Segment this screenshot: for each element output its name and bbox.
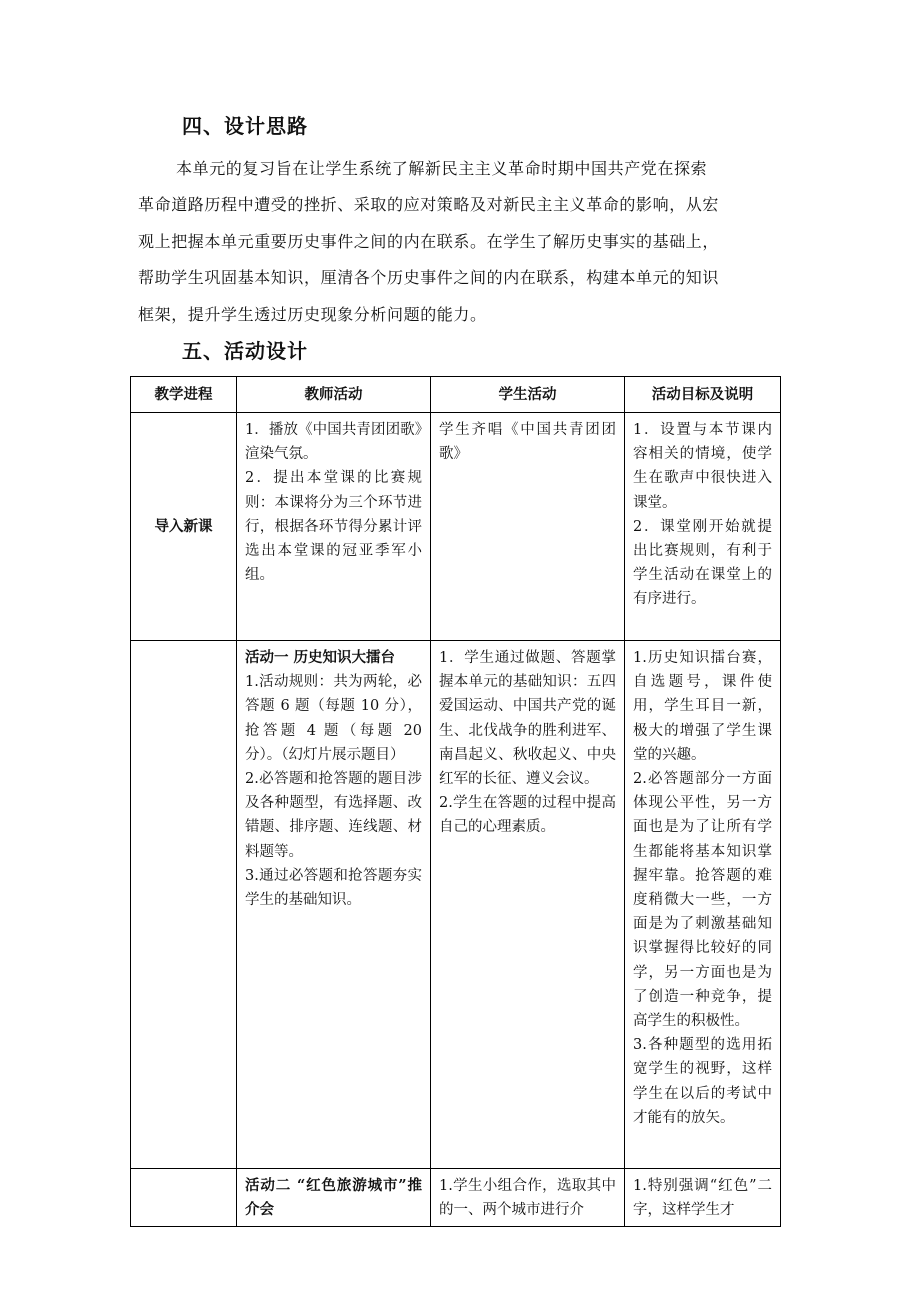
paragraph-line: 帮助学生巩固基本知识，厘清各个历史事件之间的内在联系，构建本单元的知识	[138, 268, 720, 288]
goal-item: 1.历史知识擂台赛，自选题号，课件使用，学生耳目一新，极大的增强了学生课堂的兴趣。	[633, 650, 772, 763]
header-teacher: 教师活动	[237, 377, 431, 413]
design-idea-paragraph	[138, 151, 788, 333]
goal-item: 1．设置与本节课内容相关的情境，使学生在歌声中很快进入课堂。	[633, 422, 772, 511]
goal-cell	[625, 413, 781, 641]
table-row	[131, 641, 781, 1169]
student-item: 1．学生通过做题、答题掌握本单元的基础知识：五四爱国运动、中国共产党的诞生、北伐战争的胜利进军、南昌起义、秋收起义、中央红军的长征、遵义会议。	[439, 650, 616, 788]
teacher-item: 1．播放《中国共青团团歌》渲染气氛。	[245, 422, 422, 463]
header-student: 学生活动	[431, 377, 625, 413]
activity-title: 活动一 历史知识大擂台	[245, 649, 396, 666]
goal-item: 2.必答题部分一方面体现公平性，另一方面也是为了让所有学生都能将基本知识掌握牢靠。抢答题的难度稍微大一些，一方面是为了刺激基础知识掌握得比较好的同学，另一方面也是为了创造一种竞争，提高学生的积极性。	[633, 771, 772, 1030]
goal-item: 1.特别强调“红色”二字，这样学生才	[633, 1178, 772, 1219]
paragraph-line: 革命道路历程中遭受的挫折、采取的应对策略及对新民主主义革命的影响，从宏	[138, 195, 720, 215]
goal-cell	[625, 1169, 781, 1227]
teacher-item: 1.活动规则：共为两轮，必答题 6 题（每题 10 分），抢答题 4 题（每题 20 分）。（幻灯片展示题目）	[245, 674, 422, 763]
teacher-cell	[237, 1169, 431, 1227]
teacher-item: 2.必答题和抢答题的题目涉及各种题型，有选择题、改错题、排序题、连线题、材料题等。	[245, 771, 422, 860]
stage-cell: 导入新课	[131, 413, 237, 641]
stage-cell	[131, 1169, 237, 1227]
teacher-item: 2．提出本堂课的比赛规则：本课将分为三个环节进行，根据各环节得分累计评选出本堂课的冠亚季军小组。	[245, 470, 422, 584]
student-item: 学生齐唱《中国共青团团歌》	[439, 422, 616, 463]
section-5-heading: 五、活动设计	[182, 339, 308, 363]
goal-cell	[625, 641, 781, 1169]
teacher-cell	[237, 641, 431, 1169]
student-cell	[431, 413, 625, 641]
student-item: 1.学生小组合作，选取其中的一、两个城市进行介	[439, 1178, 616, 1219]
goal-item: 3.各种题型的选用拓宽学生的视野，这样学生在以后的考试中才能有的放矢。	[633, 1037, 772, 1126]
table-row	[131, 413, 781, 641]
student-cell	[431, 1169, 625, 1227]
activity-title: 活动二 “红色旅游城市”推介会	[245, 1177, 422, 1219]
paragraph-line: 框架，提升学生透过历史现象分析问题的能力。	[138, 304, 487, 324]
table-header-row	[131, 377, 781, 413]
student-item: 2.学生在答题的过程中提高自己的心理素质。	[439, 795, 616, 836]
paragraph-line: 本单元的复习旨在让学生系统了解新民主主义革命时期中国共产党在探索	[176, 159, 708, 178]
activity-design-table	[130, 376, 781, 1227]
section-4-heading: 四、设计思路	[182, 114, 308, 138]
goal-item: 2．课堂刚开始就提出比赛规则，有利于学生活动在课堂上的有序进行。	[633, 518, 772, 608]
teacher-item: 3.通过必答题和抢答题夯实学生的基础知识。	[245, 867, 422, 909]
header-goal: 活动目标及说明	[625, 377, 781, 413]
table-row	[131, 1169, 781, 1227]
paragraph-line: 观上把握本单元重要历史事件之间的内在联系。在学生了解历史事实的基础上，	[138, 231, 720, 251]
student-cell	[431, 641, 625, 1169]
teacher-cell	[237, 413, 431, 641]
header-stage: 教学进程	[131, 377, 237, 413]
stage-cell	[131, 641, 237, 1169]
